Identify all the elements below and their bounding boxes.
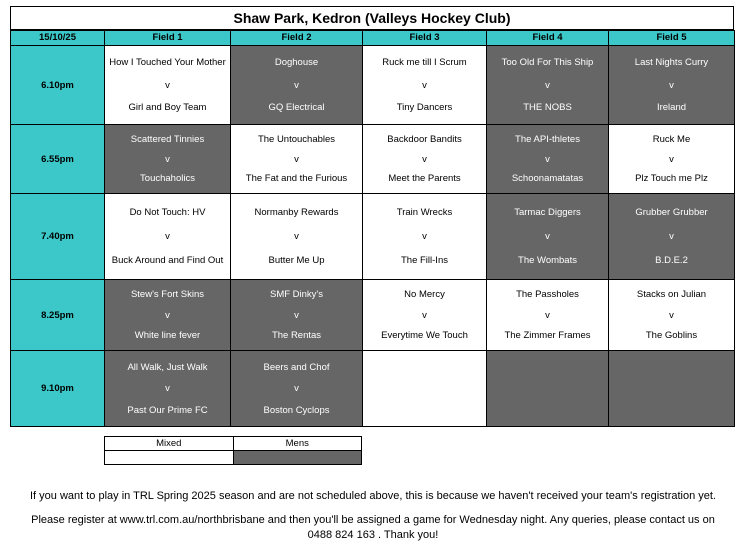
home-team: Tarmac Diggers — [514, 207, 581, 218]
match-cell — [105, 351, 231, 427]
versus-label: v — [165, 79, 170, 91]
match-cell — [487, 46, 609, 125]
match-cell — [487, 280, 609, 351]
versus-label: v — [422, 79, 427, 91]
versus-label: v — [165, 309, 170, 321]
versus-label: v — [545, 153, 550, 165]
match-cell — [363, 280, 487, 351]
legend-mens-label: Mens — [233, 437, 362, 451]
time-slot-row — [11, 280, 735, 351]
time-slot-label: 8.25pm — [11, 280, 105, 351]
versus-label: v — [545, 309, 550, 321]
field-1-header: Field 1 — [105, 31, 231, 46]
home-team: Last Nights Curry — [634, 57, 709, 69]
field-2-header: Field 2 — [231, 31, 363, 46]
home-team: Train Wrecks — [396, 207, 453, 218]
away-team: Past Our Prime FC — [127, 404, 208, 416]
legend-mens-swatch — [233, 451, 362, 465]
time-slot-row — [11, 46, 735, 125]
away-team: Ireland — [656, 101, 687, 113]
versus-label: v — [545, 79, 550, 91]
away-team: Meet the Parents — [388, 173, 461, 185]
away-team: The Rentas — [271, 329, 322, 341]
home-team: Grubber Grubber — [635, 207, 708, 218]
away-team: Everytime We Touch — [381, 329, 468, 341]
versus-label: v — [165, 231, 170, 242]
match-cell — [363, 351, 487, 427]
match-cell — [105, 194, 231, 280]
match-cell — [105, 125, 231, 194]
match-cell — [363, 46, 487, 125]
away-team: THE NOBS — [523, 101, 572, 113]
legend-mixed-label: Mixed — [105, 437, 234, 451]
away-team: The Goblins — [645, 329, 698, 341]
home-team: All Walk, Just Walk — [127, 361, 208, 373]
away-team: B.D.E.2 — [655, 255, 688, 266]
home-team: Do Not Touch: HV — [129, 207, 206, 218]
match-cell — [609, 46, 735, 125]
versus-label: v — [294, 153, 299, 165]
time-slot-label: 6.55pm — [11, 125, 105, 194]
versus-label: v — [294, 79, 299, 91]
versus-label: v — [422, 231, 427, 242]
match-cell — [609, 351, 735, 427]
match-cell — [363, 125, 487, 194]
match-cell — [487, 351, 609, 427]
time-slot-row — [11, 351, 735, 427]
note-line-3: 0488 824 163 . Thank you! — [307, 529, 439, 541]
time-slot-label: 7.40pm — [11, 194, 105, 280]
versus-label: v — [669, 231, 674, 242]
field-3-header: Field 3 — [363, 31, 487, 46]
home-team: The Untouchables — [257, 133, 336, 145]
match-cell — [609, 125, 735, 194]
away-team: GQ Electrical — [268, 101, 325, 113]
home-team: Ruck me till I Scrum — [382, 57, 467, 69]
home-team: Stacks on Julian — [636, 289, 707, 301]
away-team: Schoonamatatas — [511, 173, 584, 185]
match-cell — [231, 46, 363, 125]
home-team: The API-thletes — [515, 133, 580, 145]
away-team: White line fever — [134, 329, 201, 341]
note-line-2: Please register at www.trl.com.au/northbrisbane and then you'll be assigned a game for Wednesday night. Any queries, please contact us on — [31, 514, 715, 526]
match-cell — [231, 351, 363, 427]
legend-mixed-swatch — [105, 451, 234, 465]
versus-label: v — [545, 231, 550, 242]
home-team: How I Touched Your Mother — [109, 57, 226, 69]
home-team: Normanby Rewards — [254, 207, 339, 218]
match-cell — [363, 194, 487, 280]
versus-label: v — [294, 231, 299, 242]
home-team: Beers and Chof — [263, 361, 330, 373]
home-team: The Passholes — [516, 289, 579, 301]
away-team: Touchaholics — [140, 173, 195, 185]
field-4-header: Field 4 — [487, 31, 609, 46]
away-team: The Zimmer Frames — [504, 329, 591, 341]
away-team: Plz Touch me Plz — [635, 173, 708, 185]
date-header: 15/10/25 — [11, 31, 105, 46]
away-team: Butter Me Up — [268, 255, 325, 266]
legend — [104, 436, 362, 465]
versus-label: v — [669, 79, 674, 91]
match-cell — [487, 194, 609, 280]
match-cell — [487, 125, 609, 194]
fixture-grid — [10, 30, 735, 427]
versus-label: v — [294, 309, 299, 321]
time-slot-row — [11, 194, 735, 280]
home-team: Stew's Fort Skins — [130, 289, 205, 301]
home-team: Scattered Tinnies — [130, 133, 205, 145]
versus-label: v — [422, 309, 427, 321]
versus-label: v — [165, 383, 170, 394]
home-team: Doghouse — [274, 57, 319, 69]
away-team: Buck Around and Find Out — [111, 255, 224, 266]
home-team: SMF Dinky's — [269, 289, 323, 301]
away-team: Girl and Boy Team — [128, 101, 207, 113]
home-team: Too Old For This Ship — [501, 57, 594, 69]
away-team: The Wombats — [518, 255, 577, 266]
home-team: Backdoor Bandits — [387, 133, 462, 145]
match-cell — [231, 194, 363, 280]
match-cell — [609, 280, 735, 351]
field-5-header: Field 5 — [609, 31, 735, 46]
versus-label: v — [669, 309, 674, 321]
versus-label: v — [165, 153, 170, 165]
match-cell — [105, 280, 231, 351]
match-cell — [231, 280, 363, 351]
time-slot-label: 6.10pm — [11, 46, 105, 125]
versus-label: v — [422, 153, 427, 165]
time-slot-row — [11, 125, 735, 194]
away-team: Boston Cyclops — [263, 404, 330, 416]
versus-label: v — [294, 383, 299, 394]
home-team: Ruck Me — [652, 133, 691, 145]
away-team: Tiny Dancers — [396, 101, 453, 113]
match-cell — [609, 194, 735, 280]
away-team: The Fat and the Furious — [245, 173, 348, 185]
versus-label: v — [669, 153, 674, 165]
note-line-1: If you want to play in TRL Spring 2025 season and are not scheduled above, this is because we haven't received your team's registration yet. — [30, 490, 716, 502]
away-team: The Fill-Ins — [401, 255, 448, 266]
match-cell — [231, 125, 363, 194]
schedule-title: Shaw Park, Kedron (Valleys Hockey Club) — [10, 6, 734, 30]
home-team: No Mercy — [404, 289, 445, 301]
header-row — [11, 31, 735, 46]
time-slot-label: 9.10pm — [11, 351, 105, 427]
match-cell — [105, 46, 231, 125]
